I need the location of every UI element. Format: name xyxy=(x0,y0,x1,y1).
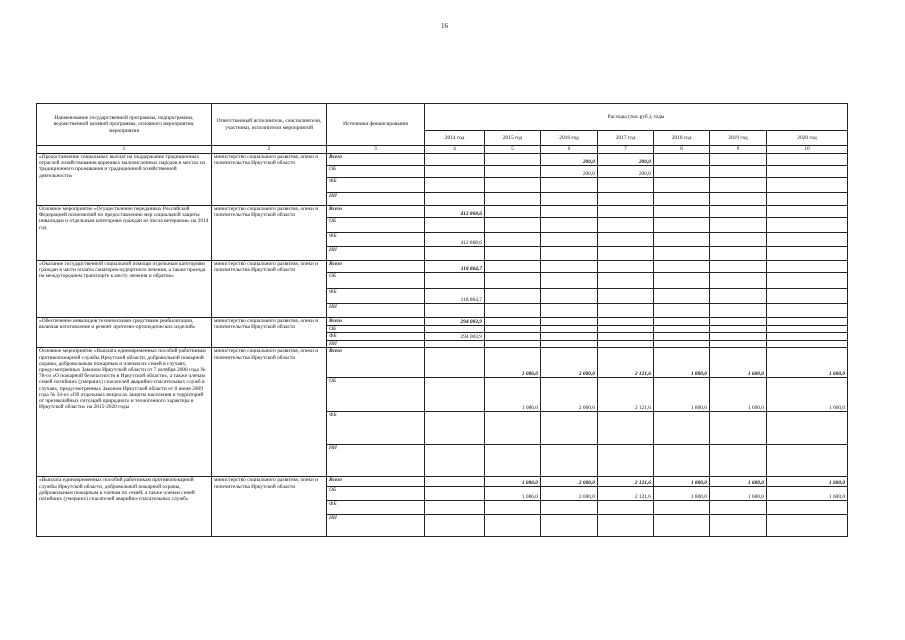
amount-cell: 1 600,0 xyxy=(767,348,848,378)
amount-cell xyxy=(654,341,710,348)
amount-cell xyxy=(425,178,485,193)
amount-cell: 200,0 xyxy=(541,154,598,166)
amount-cell xyxy=(541,247,598,261)
table-row xyxy=(37,154,848,166)
header-executor: Ответственный исполнитель, соисполнители, участники, исполнители мероприятий xyxy=(212,104,327,146)
amount-cell xyxy=(598,233,654,247)
amount-cell xyxy=(710,261,767,273)
amount-cell: 1 086,0 xyxy=(485,487,541,501)
amount-cell xyxy=(541,289,598,304)
header-year: 2017 год xyxy=(598,131,654,146)
amount-cell: 1 600,0 xyxy=(710,477,767,487)
amount-cell xyxy=(541,218,598,233)
amount-cell xyxy=(425,341,485,348)
amount-cell xyxy=(710,206,767,218)
amount-cell xyxy=(654,218,710,233)
amount-cell xyxy=(485,218,541,233)
amount-cell xyxy=(485,326,541,333)
source-fb: ФБ xyxy=(327,233,425,247)
amount-cell xyxy=(767,318,848,326)
amount-cell xyxy=(654,154,710,166)
amount-cell xyxy=(541,273,598,289)
amount-cell xyxy=(767,273,848,289)
amount-cell xyxy=(598,445,654,477)
amount-cell xyxy=(485,233,541,247)
amount-cell xyxy=(710,412,767,445)
amount-cell xyxy=(654,261,710,273)
source-ob: ОБ xyxy=(327,326,425,333)
column-number: 10 xyxy=(767,146,848,154)
amount-cell xyxy=(710,318,767,326)
amount-cell xyxy=(541,341,598,348)
column-number: 5 xyxy=(485,146,541,154)
amount-cell xyxy=(710,154,767,166)
source-ob: ОБ xyxy=(327,487,425,501)
amount-cell xyxy=(767,412,848,445)
amount-cell xyxy=(541,318,598,326)
amount-cell xyxy=(425,218,485,233)
amount-cell xyxy=(598,318,654,326)
source-ob: ОБ xyxy=(327,166,425,178)
amount-cell: 412 868,6 xyxy=(425,206,485,218)
amount-cell: 2 000,0 xyxy=(541,487,598,501)
amount-cell xyxy=(767,206,848,218)
measure-executor: министерство социального развития, опеки и попечительства Иркутской области xyxy=(212,348,327,477)
amount-cell xyxy=(598,273,654,289)
amount-cell xyxy=(425,477,485,487)
source-fb: ФБ xyxy=(327,333,425,341)
amount-cell xyxy=(654,247,710,261)
amount-cell xyxy=(710,333,767,341)
amount-cell: 200,0 xyxy=(598,154,654,166)
amount-cell xyxy=(767,333,848,341)
amount-cell xyxy=(654,445,710,477)
amount-cell xyxy=(654,233,710,247)
amount-cell xyxy=(541,333,598,341)
amount-cell xyxy=(654,333,710,341)
amount-cell: 2 121,6 xyxy=(598,378,654,412)
amount-cell xyxy=(598,341,654,348)
source-ob: ОБ xyxy=(327,378,425,412)
amount-cell xyxy=(710,218,767,233)
amount-cell xyxy=(485,166,541,178)
amount-cell xyxy=(598,333,654,341)
column-number: 8 xyxy=(654,146,710,154)
amount-cell: 2 121,6 xyxy=(598,477,654,487)
source-ob: ОБ xyxy=(327,218,425,233)
amount-cell xyxy=(485,304,541,318)
header-year: 2015 год xyxy=(485,131,541,146)
amount-cell xyxy=(598,289,654,304)
amount-cell: 294 003,9 xyxy=(425,318,485,326)
column-number: 2 xyxy=(212,146,327,154)
header-sources: Источники финансирования xyxy=(327,104,425,146)
amount-cell xyxy=(541,515,598,537)
amount-cell xyxy=(598,206,654,218)
amount-cell xyxy=(485,341,541,348)
amount-cell: 2 121,6 xyxy=(598,487,654,501)
header-program: Наименование государственной программы, подпрограммы, ведомственной целевой программы, основного мероприятия, мероприятия xyxy=(37,104,212,146)
amount-cell xyxy=(767,501,848,515)
source-ii: ИИ xyxy=(327,341,425,348)
amount-cell xyxy=(485,261,541,273)
source-total: Всего xyxy=(327,348,425,378)
amount-cell xyxy=(541,304,598,318)
amount-cell: 200,0 xyxy=(541,166,598,178)
amount-cell xyxy=(425,487,485,501)
amount-cell xyxy=(654,304,710,318)
header-year: 2014 год xyxy=(425,131,485,146)
amount-cell xyxy=(485,247,541,261)
amount-cell xyxy=(541,412,598,445)
amount-cell: 2 000,0 xyxy=(541,378,598,412)
column-number: 3 xyxy=(327,146,425,154)
amount-cell xyxy=(654,206,710,218)
amount-cell: 1 600,0 xyxy=(710,378,767,412)
amount-cell xyxy=(541,206,598,218)
amount-cell xyxy=(710,341,767,348)
amount-cell xyxy=(710,501,767,515)
amount-cell xyxy=(425,247,485,261)
amount-cell xyxy=(485,178,541,193)
amount-cell xyxy=(541,233,598,247)
column-number: 4 xyxy=(425,146,485,154)
amount-cell: 1 800,0 xyxy=(654,477,710,487)
source-total: Всего xyxy=(327,318,425,326)
amount-cell xyxy=(710,289,767,304)
amount-cell: 1 086,0 xyxy=(485,348,541,378)
amount-cell: 1 800,0 xyxy=(654,378,710,412)
amount-cell xyxy=(710,445,767,477)
measure-executor: министерство социального развития, опеки и попечительства Иркутской области xyxy=(212,477,327,537)
page-number: 16 xyxy=(441,22,448,30)
amount-cell xyxy=(485,333,541,341)
header-expenses: Расходы (тыс.руб.), годы xyxy=(425,104,848,131)
amount-cell xyxy=(767,261,848,273)
amount-cell: 2 000,0 xyxy=(541,348,598,378)
table-row xyxy=(37,261,848,273)
amount-cell: 1 800,0 xyxy=(654,487,710,501)
table-row xyxy=(37,206,848,218)
amount-cell: 412 868,6 xyxy=(425,233,485,247)
amount-cell xyxy=(541,193,598,206)
amount-cell xyxy=(598,247,654,261)
header-year: 2019 год xyxy=(710,131,767,146)
amount-cell xyxy=(425,515,485,537)
amount-cell xyxy=(425,326,485,333)
source-total: Всего xyxy=(327,477,425,487)
amount-cell: 1 600,0 xyxy=(767,487,848,501)
amount-cell xyxy=(654,166,710,178)
amount-cell xyxy=(598,326,654,333)
amount-cell xyxy=(485,154,541,166)
measure-name: «Выплата единовременных пособий работникам противопожарной службы Иркутской области, добровольной пожарной охраны, добровольным пожарным и членам их семей, а также членам семей погибших (умерших) спасателей аварийно-спасательных служб» xyxy=(37,477,212,537)
amount-cell xyxy=(710,233,767,247)
amount-cell xyxy=(485,206,541,218)
amount-cell xyxy=(541,261,598,273)
amount-cell xyxy=(767,247,848,261)
source-total: Всего xyxy=(327,206,425,218)
header-year: 2018 год xyxy=(654,131,710,146)
amount-cell xyxy=(425,412,485,445)
amount-cell xyxy=(485,289,541,304)
measure-name: Основное мероприятие «Выплата единовременных пособий работникам противопожарной службы Иркутской области, добровольной пожарной охраны, добровольным пожарным и членам их семей в случаях, предусмотренных Законом Иркутской области от 7 октября 2008 года № 78-оз «О пожарной безопасности в Иркутской области», а также членам семей погибших (умерших) спасателей аварийно-спасательных служб в случаях, предусмотренных Законом Иркутской области от 8 июня 2009 года № 34-оз «Об отдельных вопросах защиты населения и территорий от чрезвычайных ситуаций природного и техногенного характера в Иркутской области» на 2015-2020 годы xyxy=(37,348,212,477)
amount-cell xyxy=(598,218,654,233)
measure-name: «Обеспечение инвалидов техническими средствами реабилитации, включая изготовление и ремонт протезно-ортопедических изделий» xyxy=(37,318,212,348)
amount-cell xyxy=(767,289,848,304)
measure-executor: министерство социального развития, опеки и попечительства Иркутской области xyxy=(212,206,327,261)
amount-cell xyxy=(598,178,654,193)
amount-cell: 1 600,0 xyxy=(710,487,767,501)
amount-cell xyxy=(767,326,848,333)
amount-cell xyxy=(425,193,485,206)
measure-executor: министерство социального развития, опеки и попечительства Иркутской области xyxy=(212,154,327,206)
amount-cell xyxy=(767,233,848,247)
source-fb: ФБ xyxy=(327,289,425,304)
amount-cell: 1 600,0 xyxy=(767,477,848,487)
amount-cell xyxy=(541,445,598,477)
amount-cell xyxy=(710,178,767,193)
measure-name: «Предоставление социальных выплат на поддержание традиционных отраслей хозяйствования коренных малочисленных народов в местах их традиционного проживания и традиционной хозяйственной деятельности» xyxy=(37,154,212,206)
amount-cell xyxy=(598,193,654,206)
measure-name: «Оказание государственной социальной помощи отдельным категориям граждан в части оплаты санаторно-курортного лечения, а также проезда на междугороднем транспорте к месту лечения и обратно» xyxy=(37,261,212,318)
amount-cell: 1 600,0 xyxy=(767,378,848,412)
amount-cell xyxy=(767,178,848,193)
measure-executor: министерство социального развития, опеки и попечительства Иркутской области xyxy=(212,261,327,318)
source-fb: ФБ xyxy=(327,178,425,193)
financing-table xyxy=(36,103,848,537)
amount-cell xyxy=(485,193,541,206)
source-ii: ИИ xyxy=(327,515,425,537)
amount-cell xyxy=(767,193,848,206)
amount-cell xyxy=(767,341,848,348)
amount-cell xyxy=(654,412,710,445)
table-row xyxy=(37,477,848,487)
source-fb: ФБ xyxy=(327,412,425,445)
amount-cell xyxy=(654,273,710,289)
amount-cell: 1 086,0 xyxy=(485,378,541,412)
amount-cell xyxy=(654,289,710,304)
measure-executor: министерство социального развития, опеки и попечительства Иркутской области xyxy=(212,318,327,348)
amount-cell xyxy=(425,348,485,378)
amount-cell xyxy=(541,178,598,193)
amount-cell: 2 121,6 xyxy=(598,348,654,378)
amount-cell xyxy=(425,154,485,166)
source-fb: ФБ xyxy=(327,501,425,515)
amount-cell xyxy=(425,166,485,178)
amount-cell xyxy=(710,273,767,289)
source-ii: ИИ xyxy=(327,247,425,261)
amount-cell xyxy=(654,318,710,326)
amount-cell xyxy=(485,273,541,289)
amount-cell: 294 003,9 xyxy=(425,333,485,341)
source-ii: ИИ xyxy=(327,193,425,206)
source-ob: ОБ xyxy=(327,273,425,289)
amount-cell xyxy=(598,261,654,273)
amount-cell xyxy=(485,412,541,445)
amount-cell xyxy=(541,501,598,515)
amount-cell xyxy=(425,378,485,412)
amount-cell xyxy=(710,193,767,206)
amount-cell xyxy=(710,247,767,261)
table-row xyxy=(37,348,848,378)
amount-cell: 2 000,0 xyxy=(541,477,598,487)
amount-cell xyxy=(654,193,710,206)
amount-cell: 118 864,7 xyxy=(425,289,485,304)
source-total: Всего xyxy=(327,154,425,166)
amount-cell xyxy=(767,218,848,233)
amount-cell xyxy=(425,273,485,289)
header-year: 2016 год xyxy=(541,131,598,146)
source-total: Всего xyxy=(327,261,425,273)
amount-cell xyxy=(767,304,848,318)
measure-name: Основное мероприятие «Осуществление переданных Российской Федерацией полномочий по предоставлению мер социальной защиты инвалидам и отдельным категориям граждан из числа ветеранов» на 2014 год xyxy=(37,206,212,261)
amount-cell xyxy=(654,178,710,193)
amount-cell xyxy=(485,445,541,477)
column-number: 6 xyxy=(541,146,598,154)
amount-cell xyxy=(710,166,767,178)
amount-cell xyxy=(598,515,654,537)
amount-cell xyxy=(654,501,710,515)
amount-cell xyxy=(485,318,541,326)
amount-cell xyxy=(541,326,598,333)
amount-cell: 1 086,0 xyxy=(485,477,541,487)
amount-cell xyxy=(598,304,654,318)
amount-cell xyxy=(654,515,710,537)
amount-cell xyxy=(767,166,848,178)
amount-cell: 118 864,7 xyxy=(425,261,485,273)
amount-cell xyxy=(425,445,485,477)
amount-cell xyxy=(425,304,485,318)
amount-cell xyxy=(710,515,767,537)
amount-cell: 1 600,0 xyxy=(710,348,767,378)
amount-cell xyxy=(485,501,541,515)
header-year: 2020 год xyxy=(767,131,848,146)
source-ii: ИИ xyxy=(327,445,425,477)
amount-cell xyxy=(767,515,848,537)
amount-cell xyxy=(767,154,848,166)
amount-cell: 1 800,0 xyxy=(654,348,710,378)
amount-cell xyxy=(767,445,848,477)
amount-cell xyxy=(485,515,541,537)
amount-cell xyxy=(598,412,654,445)
amount-cell xyxy=(598,501,654,515)
amount-cell: 200,0 xyxy=(598,166,654,178)
amount-cell xyxy=(654,326,710,333)
amount-cell xyxy=(425,501,485,515)
amount-cell xyxy=(710,304,767,318)
amount-cell xyxy=(710,326,767,333)
table-row xyxy=(37,318,848,326)
column-number: 9 xyxy=(710,146,767,154)
source-ii: ИИ xyxy=(327,304,425,318)
column-number: 1 xyxy=(37,146,212,154)
column-number: 7 xyxy=(598,146,654,154)
